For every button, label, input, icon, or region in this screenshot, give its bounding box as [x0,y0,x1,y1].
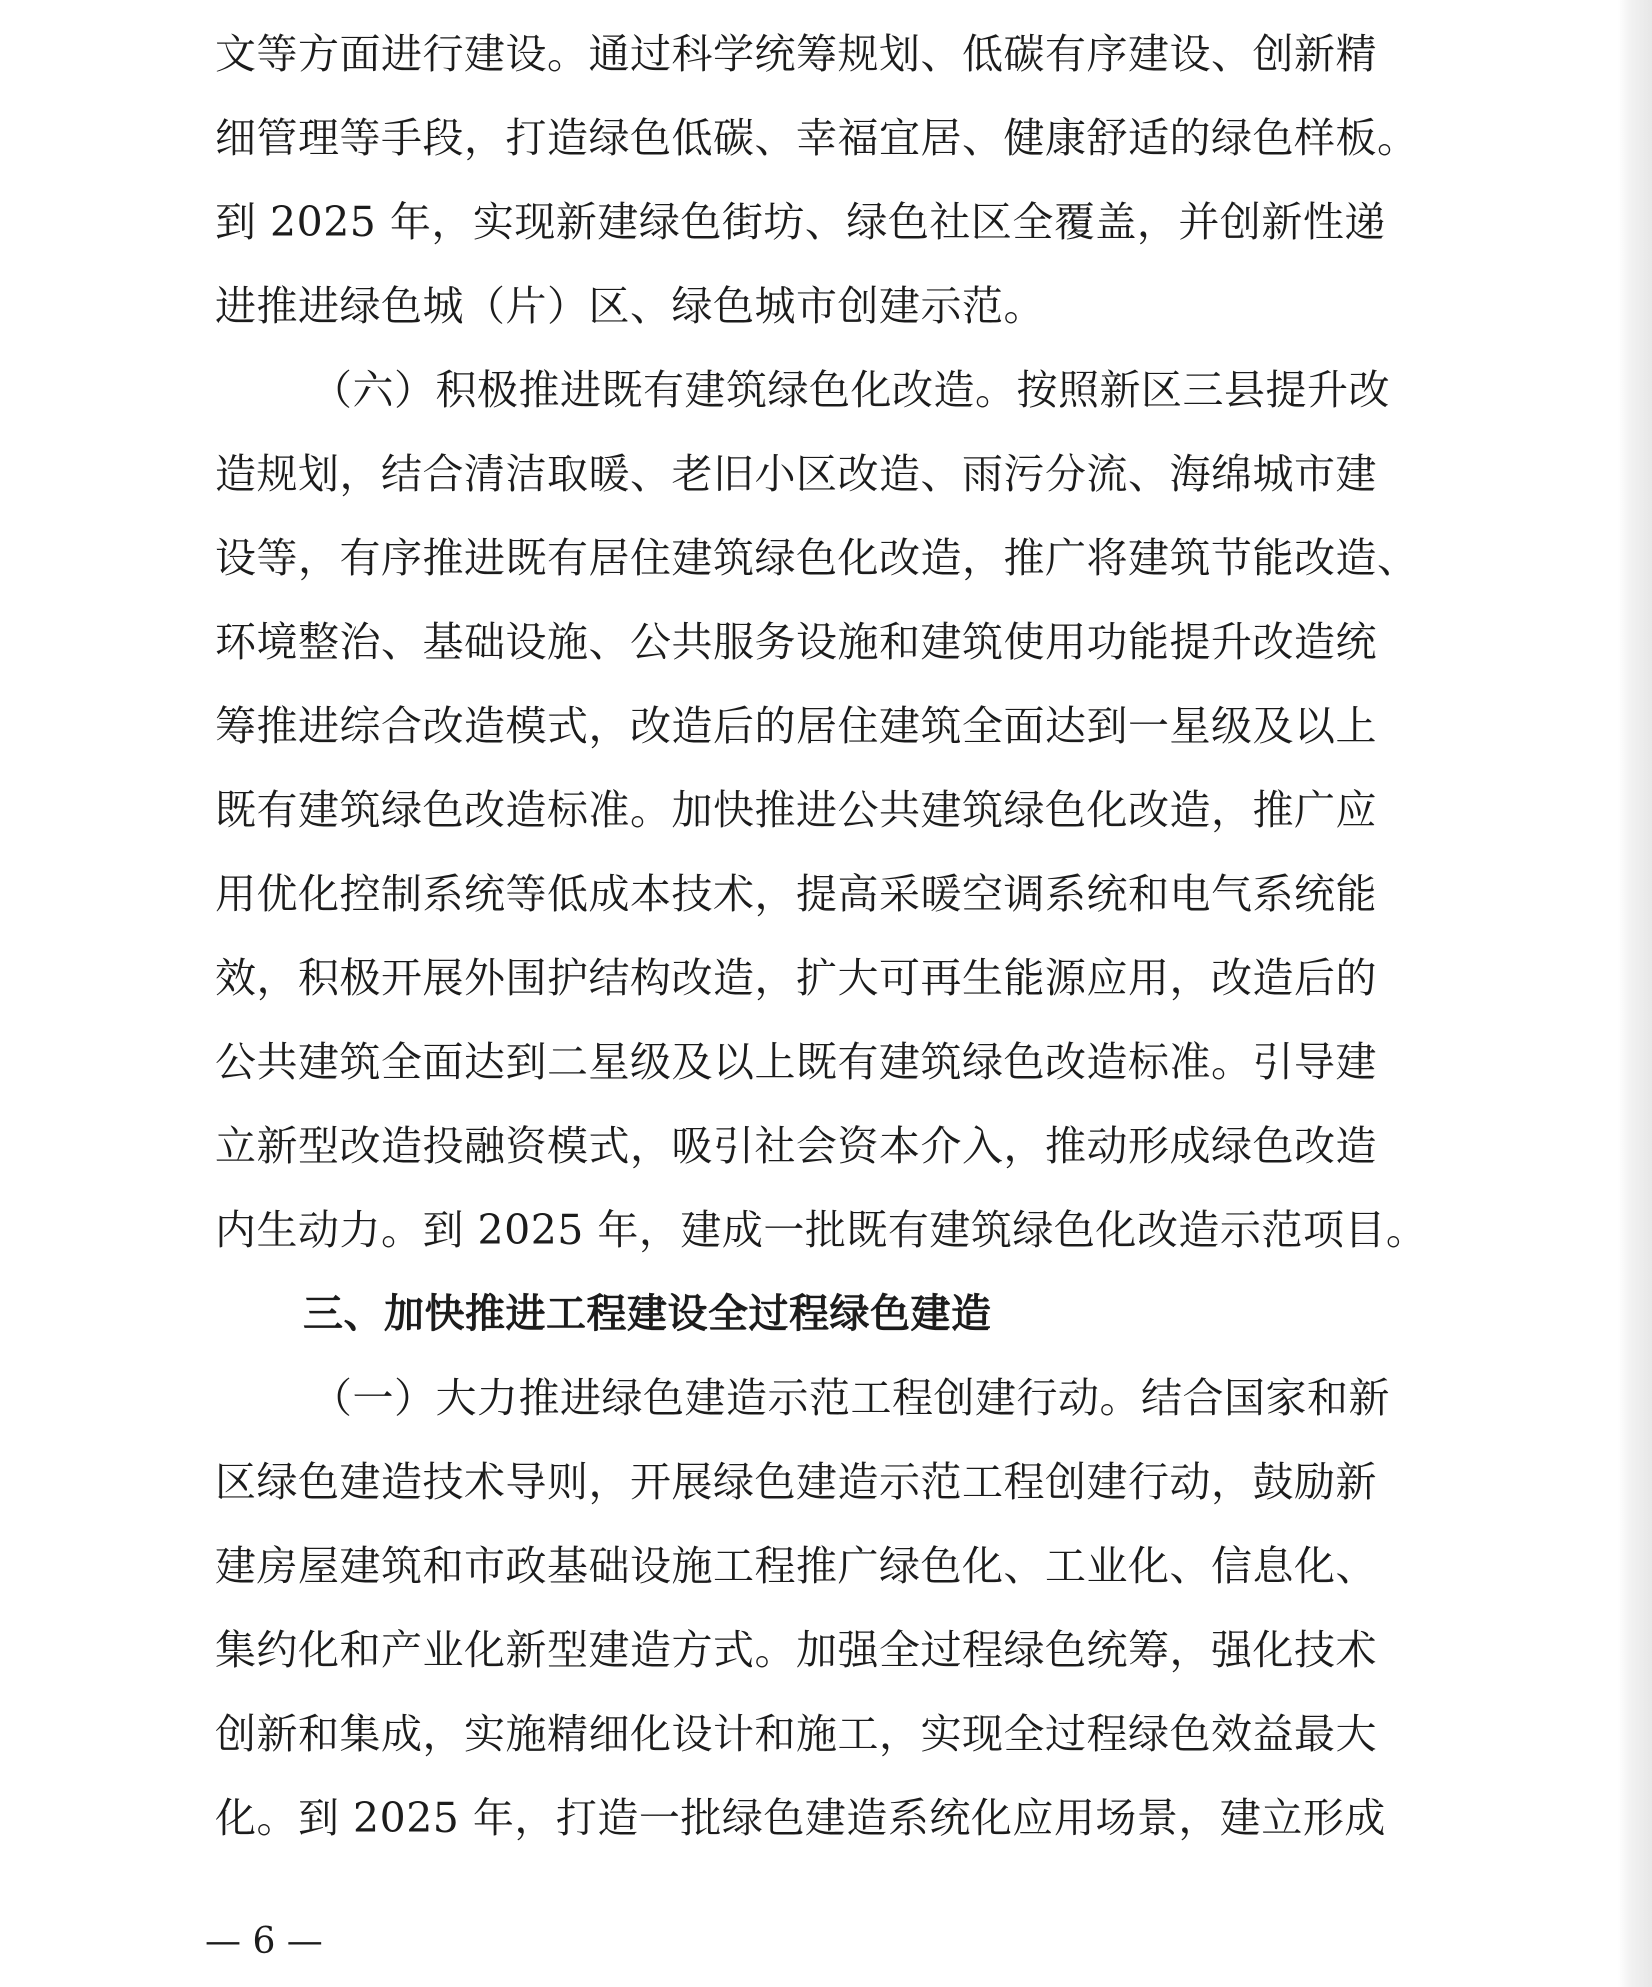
body-line: 集约化和产业化新型建造方式。加强全过程绿色统筹，强化技术 [215,1626,1377,1674]
body-line: 区绿色建造技术导则，开展绿色建造示范工程创建行动，鼓励新 [215,1458,1377,1506]
body-line: 设等，有序推进既有居住建筑绿色化改造，推广将建筑节能改造、 [215,534,1419,582]
body-line: 用优化控制系统等低成本技术，提高采暖空调系统和电气系统能 [215,870,1377,918]
page-number: — 6 — [205,1921,323,1962]
body-line: 造规划，结合清洁取暖、老旧小区改造、雨污分流、海绵城市建 [215,450,1377,498]
body-line: 既有建筑绿色改造标准。加快推进公共建筑绿色化改造，推广应 [215,786,1377,834]
body-line: 文等方面进行建设。通过科学统筹规划、低碳有序建设、创新精 [215,30,1377,78]
section-heading: 三、加快推进工程建设全过程绿色建造 [303,1291,992,1337]
body-line: 化。到 2025 年，打造一批绿色建造系统化应用场景，建立形成 [215,1794,1386,1842]
body-line: 创新和集成，实施精细化设计和施工，实现全过程绿色效益最大 [215,1710,1377,1758]
body-line: 建房屋建筑和市政基础设施工程推广绿色化、工业化、信息化、 [215,1542,1377,1590]
document-body [215,12,1475,1860]
body-line: 内生动力。到 2025 年，建成一批既有建筑绿色化改造示范项目。 [215,1206,1428,1254]
page-edge-shadow [1618,0,1652,1987]
body-line: 到 2025 年，实现新建绿色街坊、绿色社区全覆盖，并创新性递 [215,198,1386,246]
paragraph-start-line: （一）大力推进绿色建造示范工程创建行动。结合国家和新 [311,1374,1390,1422]
body-line: 公共建筑全面达到二星级及以上既有建筑绿色改造标准。引导建 [215,1038,1377,1086]
body-line: 细管理等手段，打造绿色低碳、幸福宜居、健康舒适的绿色样板。 [215,114,1419,162]
body-line: 进推进绿色城（片）区、绿色城市创建示范。 [215,282,1045,330]
body-line: 筹推进综合改造模式，改造后的居住建筑全面达到一星级及以上 [215,702,1377,750]
body-line: 立新型改造投融资模式，吸引社会资本介入，推动形成绿色改造 [215,1122,1377,1170]
body-line: 环境整治、基础设施、公共服务设施和建筑使用功能提升改造统 [215,618,1377,666]
body-line: 效，积极开展外围护结构改造，扩大可再生能源应用，改造后的 [215,954,1377,1002]
paragraph-start-line: （六）积极推进既有建筑绿色化改造。按照新区三县提升改 [311,366,1390,414]
